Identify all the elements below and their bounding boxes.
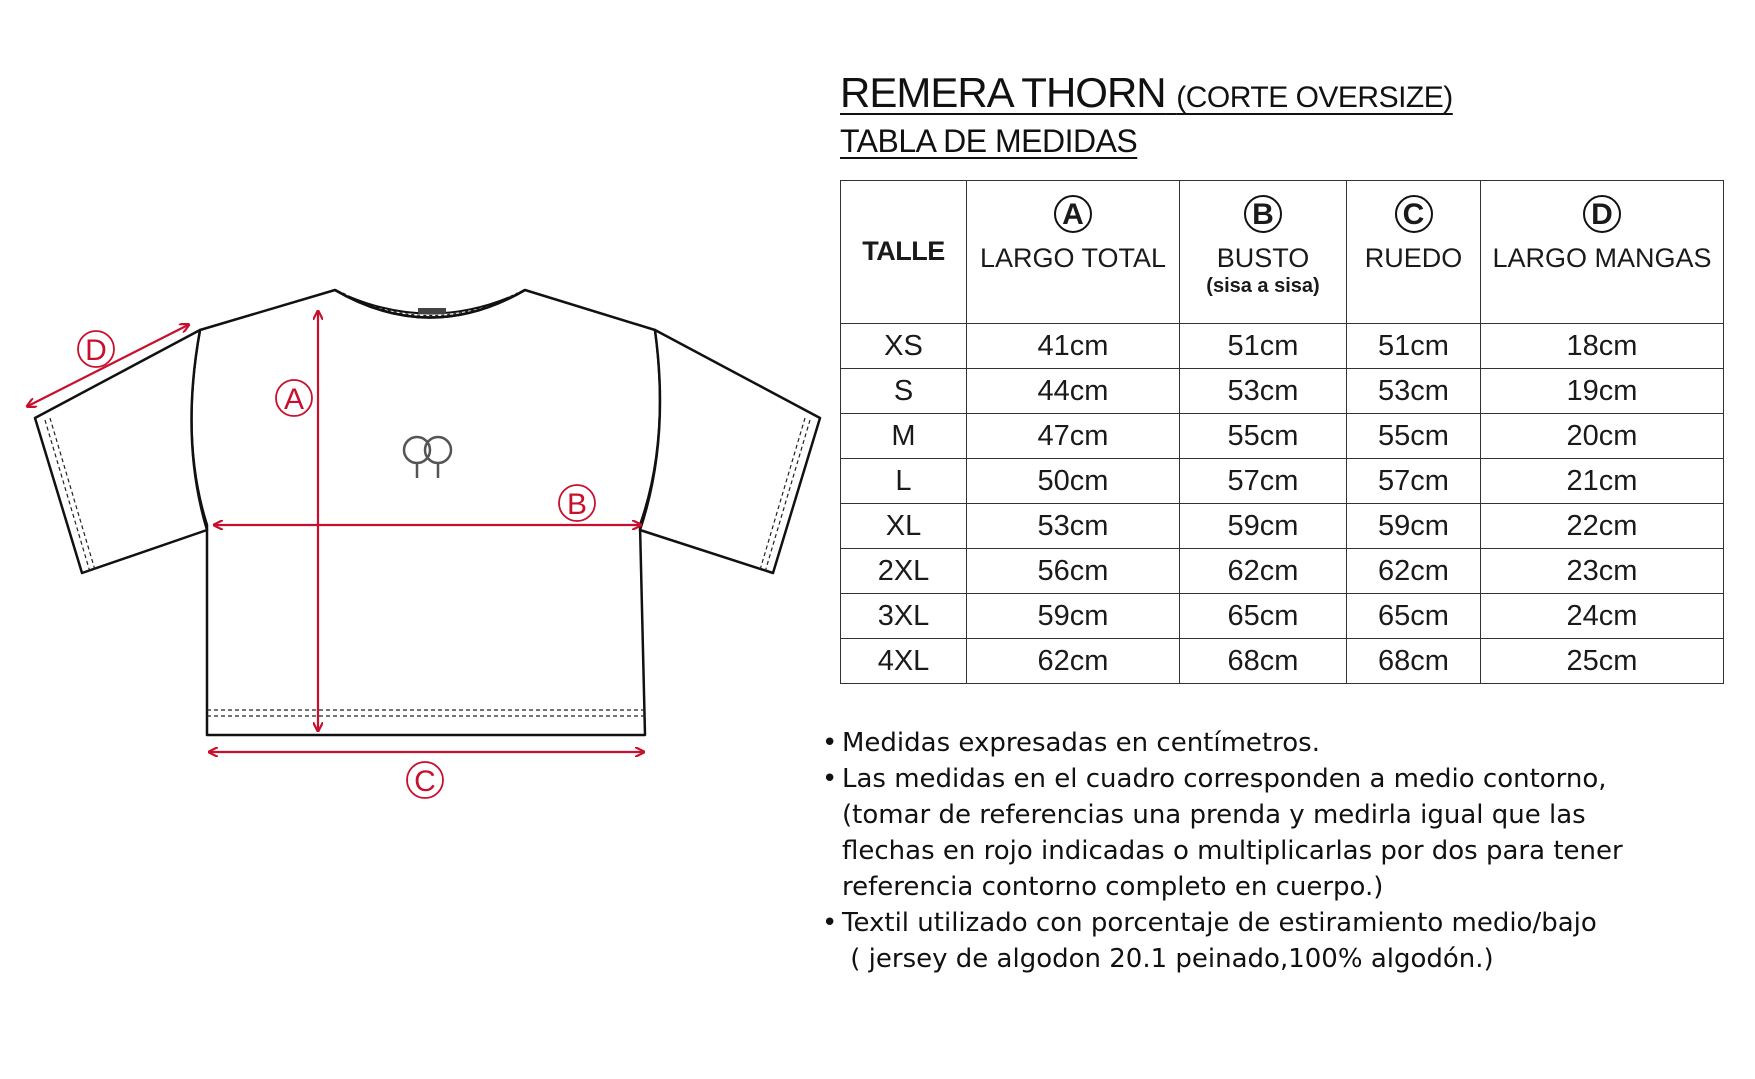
label-a: A — [283, 383, 305, 416]
header-label: TALLE — [862, 236, 945, 267]
label-d: D — [85, 334, 107, 367]
table-title: TABLA DE MEDIDAS — [840, 123, 1138, 159]
header-label: BUSTO — [1216, 243, 1310, 273]
tshirt-body — [191, 290, 660, 735]
measurement-cell: 18cm — [1481, 324, 1724, 369]
size-cell: XL — [841, 504, 967, 549]
label-c: C — [414, 765, 436, 798]
note-item — [822, 725, 1722, 761]
header-talle — [841, 181, 967, 324]
neck-label — [418, 308, 446, 314]
measurement-cell: 65cm — [1180, 594, 1347, 639]
note-item — [822, 905, 1722, 977]
notes-list — [822, 725, 1722, 977]
size-cell: 4XL — [841, 639, 967, 684]
measurement-cell: 62cm — [1180, 549, 1347, 594]
size-cell: M — [841, 414, 967, 459]
measurement-cell: 56cm — [967, 549, 1180, 594]
size-cell: XS — [841, 324, 967, 369]
header-letter-icon: D — [1583, 195, 1621, 233]
note-line: ( jersey de algodon 20.1 peinado,100% algodón.) — [842, 944, 1494, 974]
table-row — [841, 414, 1724, 459]
header-letter-icon: C — [1395, 195, 1433, 233]
table-row — [841, 504, 1724, 549]
note-item — [822, 761, 1722, 905]
table-row — [841, 639, 1724, 684]
note-line: Las medidas en el cuadro corresponden a medio contorno, — [842, 764, 1607, 794]
measurement-cell: 20cm — [1481, 414, 1724, 459]
header-ruedo — [1347, 181, 1481, 324]
measurement-cell: 41cm — [967, 324, 1180, 369]
size-cell: L — [841, 459, 967, 504]
measurement-cell: 23cm — [1481, 549, 1724, 594]
size-table — [840, 180, 1724, 684]
header-busto — [1180, 181, 1347, 324]
measurement-cell: 51cm — [1180, 324, 1347, 369]
measurement-cell: 62cm — [967, 639, 1180, 684]
tshirt-outline — [35, 290, 820, 735]
measurement-cell: 59cm — [1180, 504, 1347, 549]
measurement-cell: 55cm — [1347, 414, 1481, 459]
measurement-cell: 53cm — [1347, 369, 1481, 414]
title-main: REMERA THORN — [840, 69, 1166, 116]
measurement-cell: 51cm — [1347, 324, 1481, 369]
measurement-cell: 57cm — [1180, 459, 1347, 504]
note-line: Textil utilizado con porcentaje de estiramiento medio/bajo — [842, 908, 1597, 938]
header-label: LARGO TOTAL — [979, 243, 1167, 273]
tshirt-diagram — [0, 0, 840, 820]
table-row — [841, 549, 1724, 594]
product-title — [840, 69, 1453, 116]
title-suffix: (CORTE OVERSIZE) — [1176, 81, 1453, 114]
measurement-cell: 59cm — [1347, 504, 1481, 549]
measurement-cell: 21cm — [1481, 459, 1724, 504]
size-table-body — [841, 324, 1724, 684]
header-label: LARGO MANGAS — [1492, 243, 1712, 273]
note-line: Medidas expresadas en centímetros. — [842, 728, 1320, 758]
header-largo-total — [967, 181, 1180, 324]
measurement-cell: 65cm — [1347, 594, 1481, 639]
left-sleeve — [35, 330, 207, 573]
header-letter-icon: B — [1244, 195, 1282, 233]
measurement-cell: 44cm — [967, 369, 1180, 414]
size-cell: 3XL — [841, 594, 967, 639]
note-line: flechas en rojo indicadas o multiplicarlas por dos para tener — [842, 836, 1623, 866]
measurement-cell: 22cm — [1481, 504, 1724, 549]
measurement-cell: 53cm — [1180, 369, 1347, 414]
table-row — [841, 459, 1724, 504]
header-label: RUEDO — [1364, 243, 1463, 273]
table-row — [841, 324, 1724, 369]
measurement-cell: 50cm — [967, 459, 1180, 504]
measurement-cell: 57cm — [1347, 459, 1481, 504]
measurement-cell: 62cm — [1347, 549, 1481, 594]
bullet-icon: • — [822, 728, 838, 758]
measurement-cell: 55cm — [1180, 414, 1347, 459]
header-sublabel: (sisa a sisa) — [1206, 274, 1320, 297]
table-row — [841, 594, 1724, 639]
header-largo-mangas — [1481, 181, 1724, 324]
measurement-cell: 19cm — [1481, 369, 1724, 414]
table-row — [841, 369, 1724, 414]
note-line: (tomar de referencias una prenda y medirla igual que las — [842, 800, 1586, 830]
measurement-cell: 24cm — [1481, 594, 1724, 639]
size-cell: S — [841, 369, 967, 414]
note-line: referencia contorno completo en cuerpo.) — [842, 872, 1384, 902]
label-b: B — [566, 488, 588, 521]
bullet-icon: • — [822, 764, 838, 794]
measurement-cell: 47cm — [967, 414, 1180, 459]
measurement-cell: 68cm — [1180, 639, 1347, 684]
bullet-icon: • — [822, 908, 838, 938]
measurement-cell: 59cm — [967, 594, 1180, 639]
table-header-row — [841, 181, 1724, 324]
right-sleeve — [640, 330, 820, 573]
size-cell: 2XL — [841, 549, 967, 594]
measurement-cell: 25cm — [1481, 639, 1724, 684]
header-letter-icon: A — [1054, 195, 1092, 233]
measurement-cell: 53cm — [967, 504, 1180, 549]
measurement-cell: 68cm — [1347, 639, 1481, 684]
